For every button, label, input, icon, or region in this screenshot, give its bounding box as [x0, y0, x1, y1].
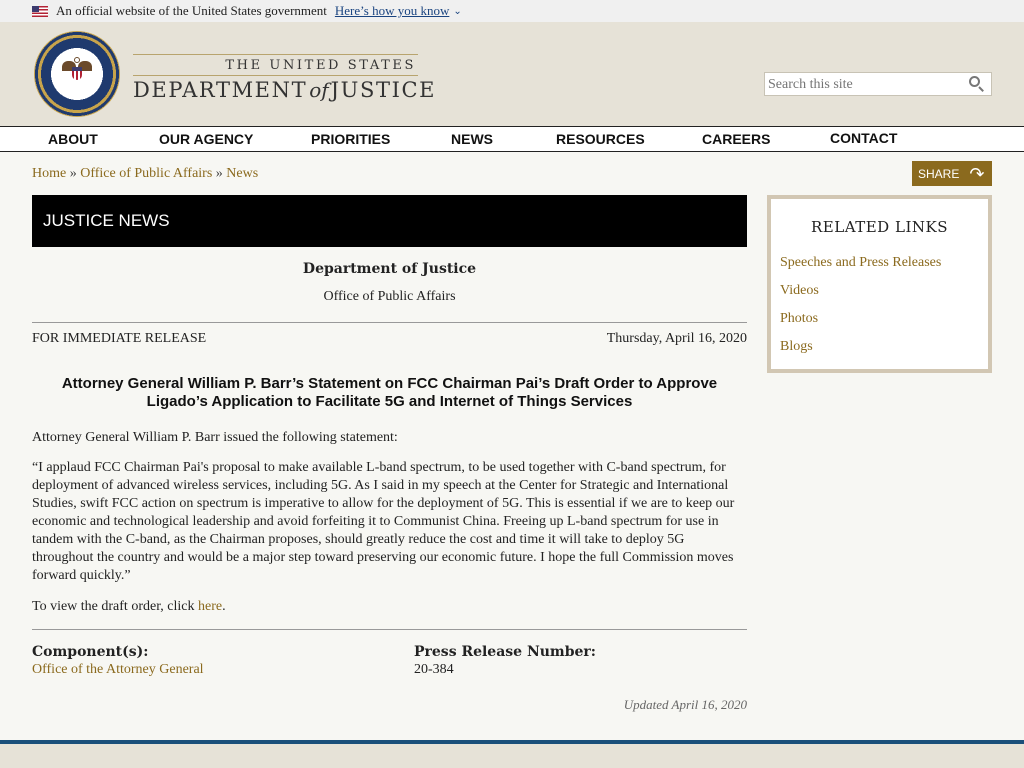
chevron-down-icon[interactable]: ⌄ — [453, 5, 462, 17]
divider — [32, 629, 747, 630]
share-label: SHARE — [918, 166, 960, 181]
article-paragraph: “I applaud FCC Chairman Pai's proposal to make available L-band spectrum, to be used together with C-band spectrum, for deployment of advanced wireless services, including 5G. As I said in my speech at the Center for Strategic and International Studies, swift FCC action on spectrum is imperative to allow for the deployment of 5G. This is essential if we are to keep our economic and technological leadership and avoid forfeiting it to Communist China. Freeing up L-band spectrum for use in tandem with the C-band, as the Chairman proposes, should greatly reduce the cost and time it will take to deploy 5G throughout the country and would be a major step toward preserving our economic future. I hope the full Commission moves forward quickly.” — [32, 460, 735, 583]
search-input[interactable] — [765, 74, 961, 96]
release-date: Thursday, April 16, 2020 — [606, 331, 747, 346]
breadcrumb-opa[interactable]: Office of Public Affairs — [80, 166, 213, 181]
breadcrumb-separator: » — [69, 166, 77, 181]
main-nav — [0, 126, 1024, 152]
nav-contact[interactable]: CONTACT — [830, 130, 898, 146]
nav-about[interactable]: ABOUT — [48, 131, 98, 147]
draft-order-text: To view the draft order, click — [32, 599, 199, 614]
site-search — [764, 72, 992, 96]
related-link-speeches[interactable]: Speeches and Press Releases — [780, 255, 942, 270]
logo-big-text — [133, 78, 437, 102]
logo-small-text: THE UNITED STATES — [225, 58, 416, 73]
logo-department: DEPARTMENT — [133, 78, 308, 102]
related-links-box — [767, 195, 992, 373]
heres-how-you-know-link[interactable]: Here’s how you know — [334, 3, 450, 18]
press-release-number: 20-384 — [414, 662, 454, 677]
gov-banner-text: An official website of the United States government — [56, 3, 327, 18]
article-headline: Attorney General William P. Barr’s Statement on FCC Chairman Pai’s Draft Order to Approve Ligado’s Application to Facilitate 5G and Internet of Things Services — [61, 375, 718, 410]
gov-banner — [0, 0, 1024, 22]
related-links-title: RELATED LINKS — [811, 218, 948, 236]
divider — [32, 322, 747, 323]
section-title-bar: JUSTICE NEWS — [32, 195, 747, 247]
department-name: Department of Justice — [302, 261, 477, 277]
eagle-icon — [64, 57, 90, 87]
site-header — [0, 22, 1024, 126]
press-release-number-label: Press Release Number: — [414, 644, 596, 660]
breadcrumb-separator: » — [215, 166, 223, 181]
doj-seal-icon[interactable] — [34, 31, 120, 117]
footer-stripe — [0, 740, 1024, 768]
logo-of: of — [309, 78, 329, 102]
article-paragraph: Attorney General William P. Barr issued the following statement: — [32, 430, 398, 445]
related-links-list — [780, 255, 941, 367]
nav-careers[interactable]: CAREERS — [702, 131, 771, 147]
updated-date: Updated April 16, 2020 — [623, 697, 747, 712]
release-label: FOR IMMEDIATE RELEASE — [32, 331, 207, 346]
site-logo[interactable] — [133, 52, 437, 102]
us-flag-icon — [32, 6, 48, 17]
draft-order-link[interactable]: here — [198, 599, 223, 614]
related-link-videos[interactable]: Videos — [780, 283, 819, 298]
nav-resources[interactable]: RESOURCES — [556, 131, 645, 147]
breadcrumb-news[interactable]: News — [226, 166, 259, 181]
nav-news[interactable]: NEWS — [451, 131, 493, 147]
share-arrow-icon: ↷ — [969, 163, 985, 184]
search-icon[interactable] — [969, 76, 985, 92]
share-button[interactable] — [912, 161, 992, 186]
nav-priorities[interactable]: PRIORITIES — [311, 131, 391, 147]
breadcrumb-home[interactable]: Home — [32, 166, 67, 181]
draft-order-period: . — [222, 599, 226, 614]
component-label: Component(s): — [32, 644, 149, 660]
nav-our-agency[interactable]: OUR AGENCY — [159, 131, 254, 147]
article-paragraph — [32, 598, 747, 616]
related-link-blogs[interactable]: Blogs — [780, 339, 813, 354]
component-link[interactable]: Office of the Attorney General — [32, 662, 204, 677]
office-name: Office of Public Affairs — [323, 289, 456, 304]
logo-justice: JUSTICE — [330, 78, 437, 102]
related-link-photos[interactable]: Photos — [780, 311, 819, 326]
breadcrumb — [32, 166, 258, 182]
